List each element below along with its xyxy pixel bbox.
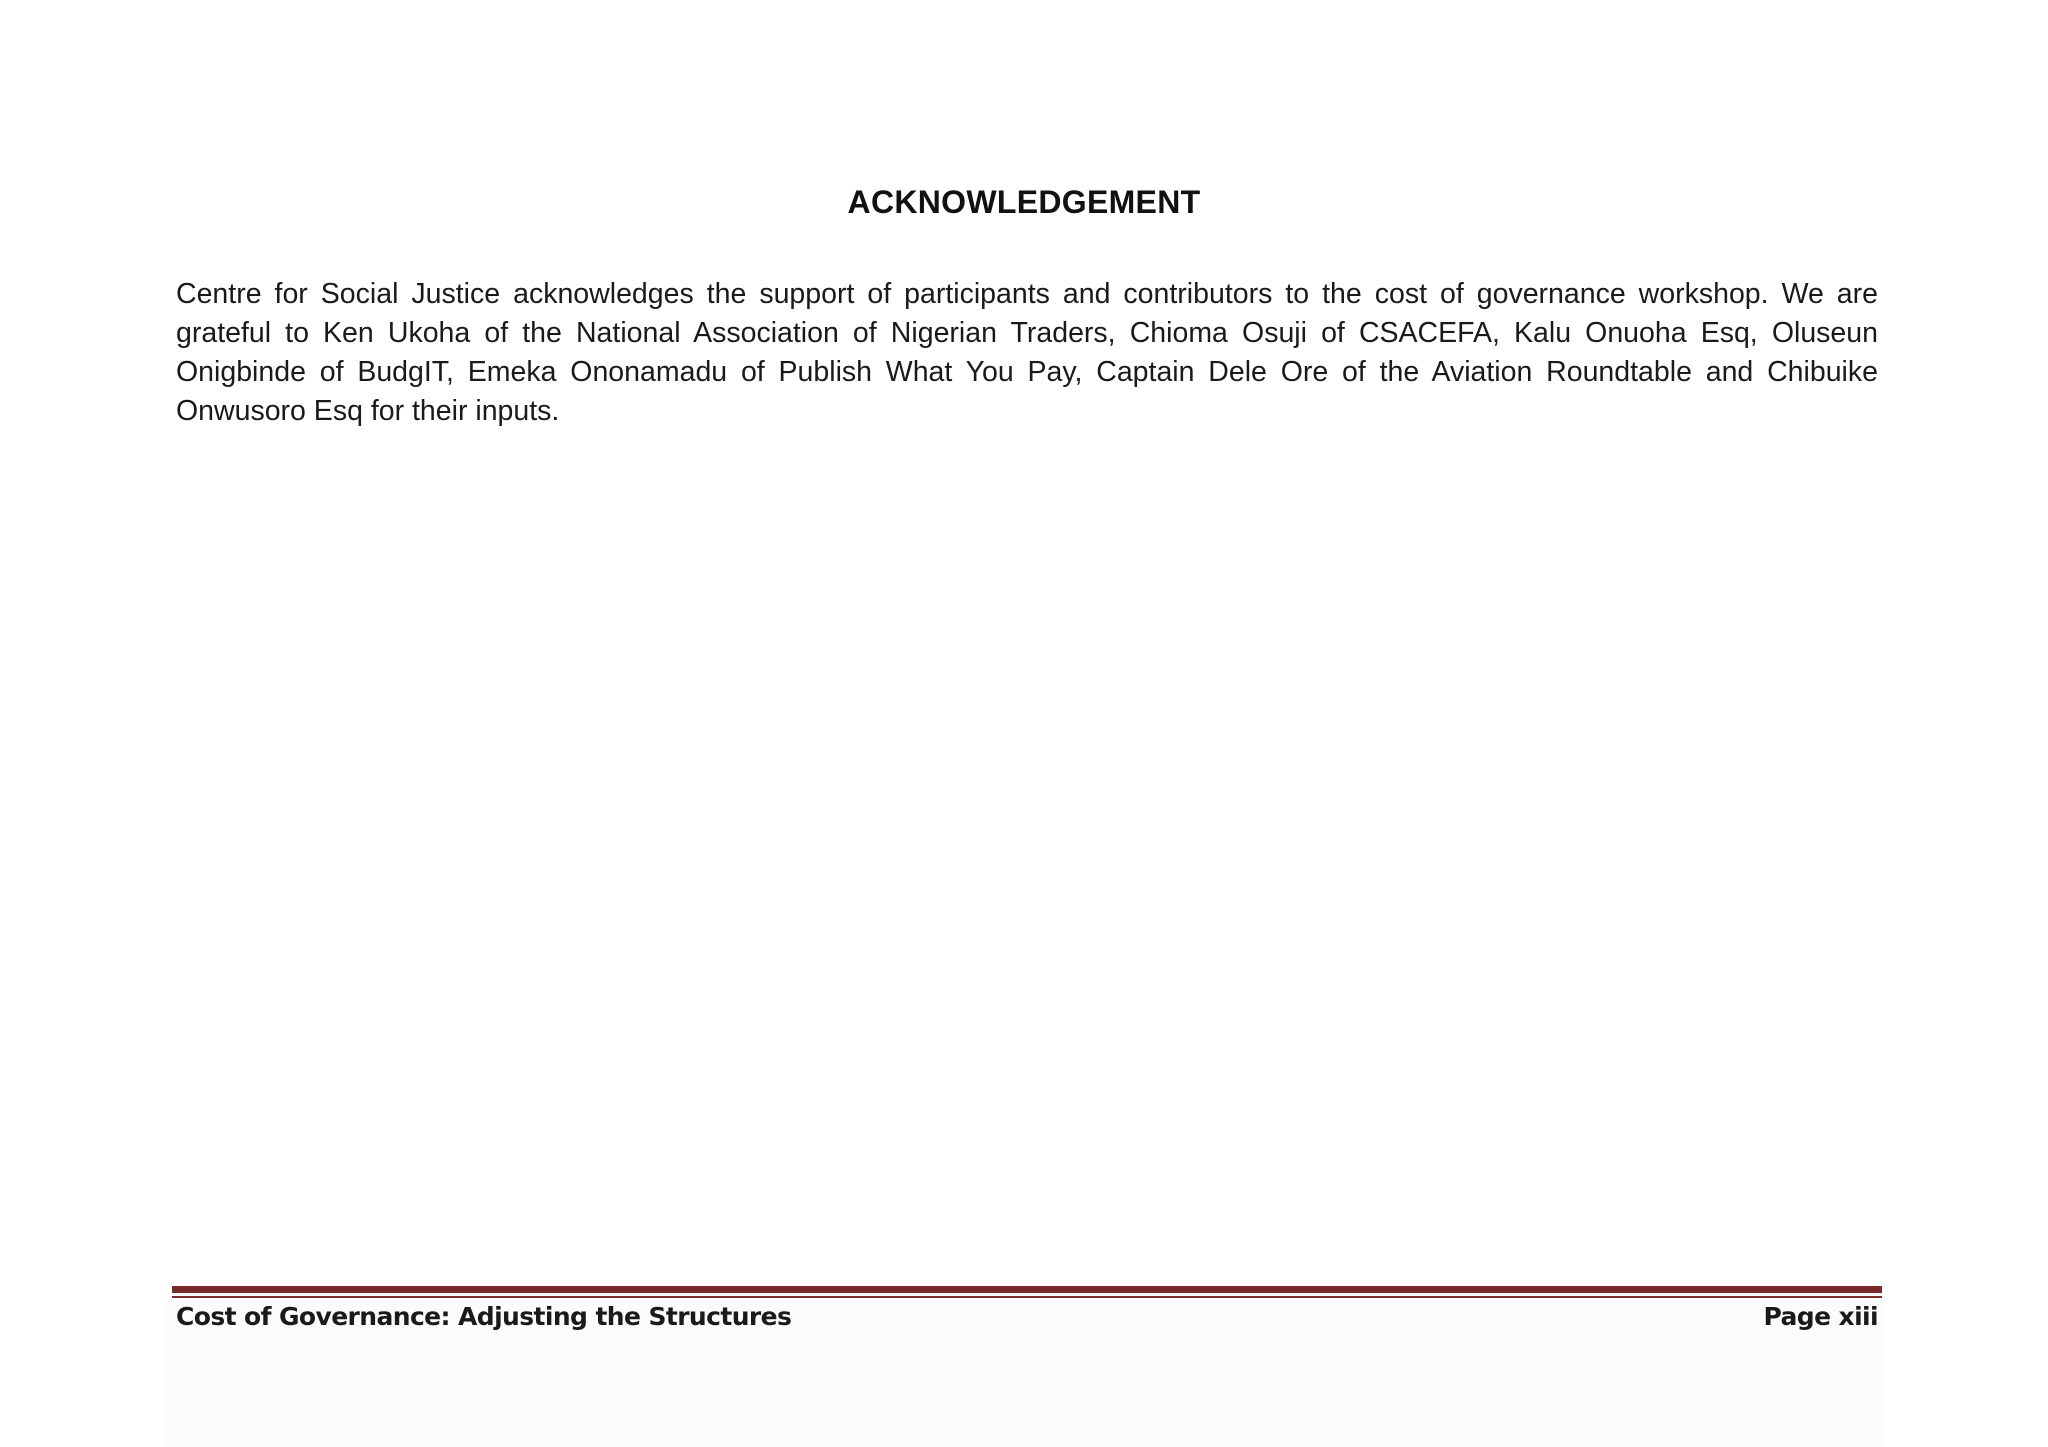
- acknowledgement-paragraph: Centre for Social Justice acknowledges the support of participants and contributors to the cost of governance workshop. We are grateful to Ken Ukoha of the National Association of Nigerian Traders, Chioma Osuji of CSACEFA, Kalu Onuoha Esq, Oluseun Onigbinde of BudgIT, Emeka Ononamadu of Publish What You Pay, Captain Dele Ore of the Aviation Roundtable and Chibuike Onwusoro Esq for their inputs.: [176, 278, 1878, 427]
- footer-document-title: Cost of Governance: Adjusting the Structures: [176, 1302, 792, 1331]
- page-heading: ACKNOWLEDGEMENT: [847, 184, 1201, 220]
- footer-rule-thin: [172, 1296, 1882, 1298]
- footer-rule-thick: [172, 1286, 1882, 1293]
- footer-page-number: Page xiii: [1763, 1302, 1878, 1331]
